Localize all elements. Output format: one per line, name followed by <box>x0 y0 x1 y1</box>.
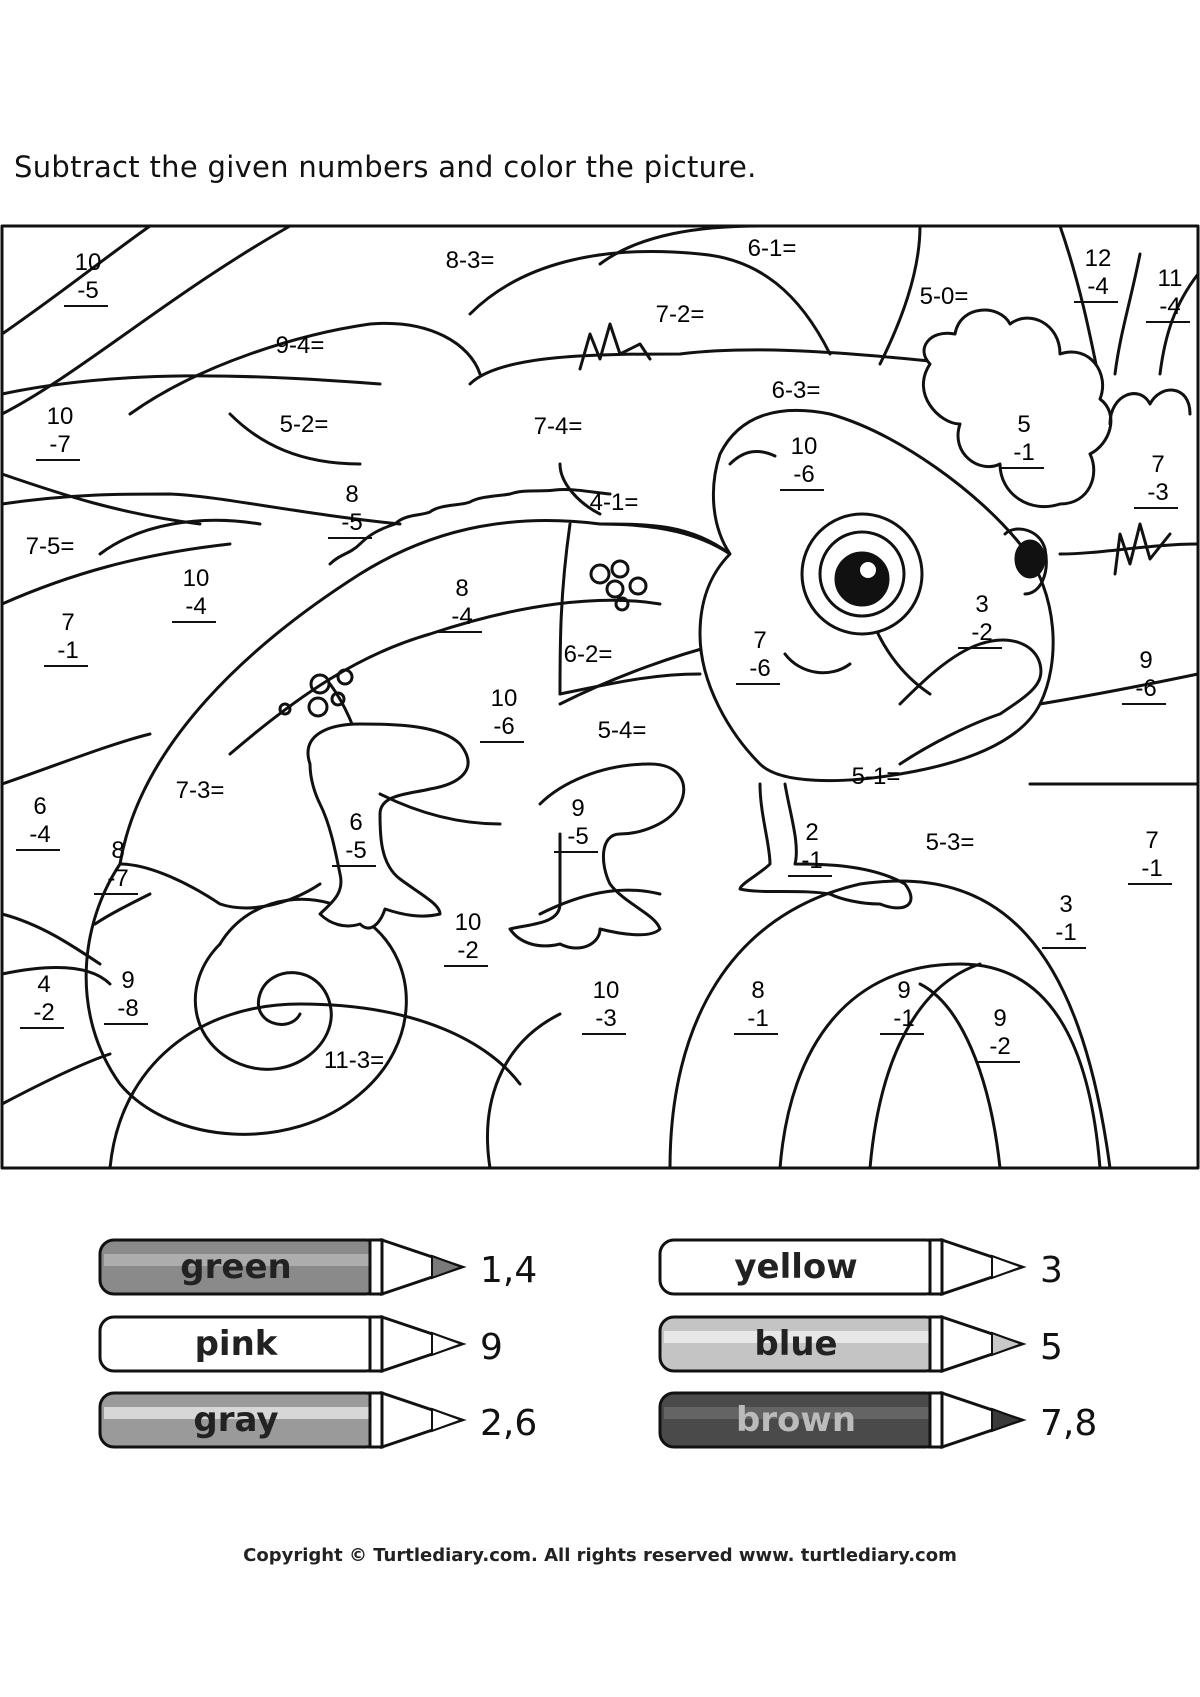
problem-subtrahend: -5 <box>77 277 99 304</box>
problem-minuend: 6 <box>33 793 47 820</box>
problem-6 <box>920 283 969 310</box>
problem-expression: 5-2= <box>279 411 329 438</box>
problem-16 <box>328 481 372 538</box>
crayon-tip <box>992 1409 1022 1431</box>
crayon-color-name: gray <box>193 1400 279 1440</box>
crayon-tip <box>992 1333 1022 1355</box>
problem-21 <box>44 609 88 666</box>
problem-subtrahend: -1 <box>801 847 823 874</box>
problem-subtrahend: -6 <box>1135 675 1157 702</box>
crayon-collar <box>370 1393 382 1447</box>
crayon-answer-numbers: 3 <box>1040 1250 1063 1291</box>
problem-expression: 6-3= <box>771 377 821 404</box>
problem-8 <box>276 332 325 359</box>
crayon-answer-numbers: 5 <box>1040 1327 1063 1368</box>
problem-subtrahend: -6 <box>493 713 515 740</box>
problem-subtrahend: -4 <box>29 821 51 848</box>
problem-minuend: 8 <box>751 977 765 1004</box>
problem-expression: 6-1= <box>747 235 797 262</box>
problem-35 <box>1128 827 1172 884</box>
problem-expression: 7-3= <box>175 777 225 804</box>
problem-minuend: 10 <box>490 685 518 712</box>
problem-10 <box>280 411 329 438</box>
problem-minuend: 10 <box>182 565 210 592</box>
instruction-text: Subtract the given numbers and color the picture. <box>14 150 757 184</box>
problem-minuend: 9 <box>571 795 585 822</box>
problem-subtrahend: -4 <box>1159 293 1181 320</box>
problem-37 <box>1042 891 1086 948</box>
crayon-pink <box>100 1317 503 1371</box>
problem-28 <box>852 763 901 790</box>
problem-subtrahend: -4 <box>185 593 207 620</box>
problem-subtrahend: -4 <box>451 603 473 630</box>
crayon-collar <box>930 1393 942 1447</box>
problem-subtrahend: -3 <box>595 1005 617 1032</box>
problem-minuend: 3 <box>975 591 989 618</box>
problem-subtrahend: -6 <box>749 655 771 682</box>
problem-expression: 11-3= <box>323 1047 385 1074</box>
problem-subtrahend: -5 <box>341 509 363 536</box>
problem-minuend: 10 <box>46 403 74 430</box>
coloring-picture <box>0 224 1200 1170</box>
problem-minuend: 7 <box>1145 827 1159 854</box>
problem-subtrahend: -5 <box>345 837 367 864</box>
problem-9 <box>36 403 80 460</box>
problem-17 <box>590 489 639 516</box>
problem-11 <box>534 413 583 440</box>
problem-40 <box>104 967 148 1024</box>
copyright-text: Copyright © Turtlediary.com. All rights reserved www. turtlediary.com <box>243 1545 957 1566</box>
problem-minuend: 10 <box>592 977 620 1004</box>
problem-subtrahend: -8 <box>117 995 139 1022</box>
problem-expression: 6-2= <box>563 641 613 668</box>
crayon-tip <box>432 1409 462 1431</box>
problem-subtrahend: -4 <box>1087 273 1109 300</box>
problem-15 <box>1134 451 1178 508</box>
problem-subtrahend: -2 <box>971 619 993 646</box>
problem-30 <box>16 793 60 850</box>
crayon-brown <box>660 1393 1097 1447</box>
problem-43 <box>880 977 924 1034</box>
crayon-answer-numbers: 2,6 <box>480 1403 538 1444</box>
crayon-tip <box>432 1256 462 1278</box>
crayon-color-name: pink <box>194 1324 278 1364</box>
problem-expression: 7-5= <box>25 533 75 560</box>
problem-subtrahend: -5 <box>567 823 589 850</box>
problem-42 <box>734 977 778 1034</box>
problem-19 <box>172 565 216 622</box>
problem-2 <box>446 247 495 274</box>
problem-expression: 8-3= <box>445 247 495 274</box>
problem-minuend: 8 <box>111 837 125 864</box>
problem-26 <box>480 685 524 742</box>
problem-expression: 7-2= <box>655 301 705 328</box>
problem-39 <box>20 971 64 1028</box>
problem-subtrahend: -1 <box>57 637 79 664</box>
problem-expression: 7-4= <box>533 413 583 440</box>
problem-subtrahend: -2 <box>457 937 479 964</box>
problem-41 <box>582 977 626 1034</box>
problem-minuend: 10 <box>74 249 102 276</box>
crayon-answer-numbers: 7,8 <box>1040 1403 1098 1444</box>
problem-minuend: 9 <box>1139 647 1153 674</box>
problem-minuend: 9 <box>897 977 911 1004</box>
problem-expression: 5-0= <box>919 283 969 310</box>
problem-1 <box>64 249 108 306</box>
problem-minuend: 12 <box>1084 245 1112 272</box>
crayon-collar <box>930 1317 942 1371</box>
problem-subtrahend: -3 <box>1147 479 1169 506</box>
problem-12 <box>772 377 821 404</box>
problem-subtrahend: -7 <box>49 431 71 458</box>
problem-expression: 5-1= <box>851 763 901 790</box>
crayon-green <box>100 1240 537 1294</box>
problem-minuend: 5 <box>1017 411 1031 438</box>
problem-subtrahend: -1 <box>1141 855 1163 882</box>
problem-minuend: 6 <box>349 809 363 836</box>
crayon-blue <box>660 1317 1063 1371</box>
problem-expression: 9-4= <box>275 332 325 359</box>
problem-minuend: 7 <box>1151 451 1165 478</box>
problem-minuend: 10 <box>454 909 482 936</box>
crayon-answer-numbers: 9 <box>480 1327 503 1368</box>
problem-minuend: 10 <box>790 433 818 460</box>
problem-subtrahend: -7 <box>107 865 129 892</box>
problem-subtrahend: -2 <box>33 999 55 1026</box>
problem-27 <box>598 717 647 744</box>
problem-minuend: 7 <box>753 627 767 654</box>
problem-7 <box>656 301 705 328</box>
problem-expression: 4-1= <box>589 489 639 516</box>
problem-minuend: 8 <box>345 481 359 508</box>
problem-minuend: 8 <box>455 575 469 602</box>
problem-minuend: 11 <box>1157 265 1183 292</box>
problem-29 <box>176 777 225 804</box>
crayon-collar <box>930 1240 942 1294</box>
crayon-collar <box>370 1240 382 1294</box>
crayon-color-name: green <box>180 1247 292 1287</box>
problem-22 <box>564 641 613 668</box>
problem-minuend: 4 <box>37 971 51 998</box>
crayon-tip <box>432 1333 462 1355</box>
problem-3 <box>748 235 797 262</box>
problem-minuend: 3 <box>1059 891 1073 918</box>
problem-subtrahend: -6 <box>793 461 815 488</box>
problem-25 <box>1122 647 1166 704</box>
problem-subtrahend: -2 <box>989 1033 1011 1060</box>
problem-45 <box>324 1047 384 1074</box>
problem-34 <box>926 829 975 856</box>
problem-minuend: 9 <box>121 967 135 994</box>
crayon-collar <box>370 1317 382 1371</box>
crayon-gray <box>100 1393 537 1447</box>
problem-minuend: 2 <box>805 819 819 846</box>
problem-44 <box>976 1005 1020 1062</box>
crayon-color-name: blue <box>754 1324 838 1364</box>
crayon-color-name: brown <box>735 1400 857 1440</box>
crayon-answer-numbers: 1,4 <box>480 1250 538 1291</box>
problem-18 <box>26 533 75 560</box>
problem-subtrahend: -1 <box>1013 439 1035 466</box>
crayon-yellow <box>660 1240 1063 1294</box>
problem-minuend: 7 <box>61 609 75 636</box>
problem-subtrahend: -1 <box>1055 919 1077 946</box>
problem-subtrahend: -1 <box>893 1005 915 1032</box>
problem-subtrahend: -1 <box>747 1005 769 1032</box>
problem-minuend: 9 <box>993 1005 1007 1032</box>
problem-38 <box>444 909 488 966</box>
problem-expression: 5-4= <box>597 717 647 744</box>
color-key <box>0 1230 1200 1490</box>
crayon-color-name: yellow <box>734 1247 858 1287</box>
problem-expression: 5-3= <box>925 829 975 856</box>
crayon-tip <box>992 1256 1022 1278</box>
